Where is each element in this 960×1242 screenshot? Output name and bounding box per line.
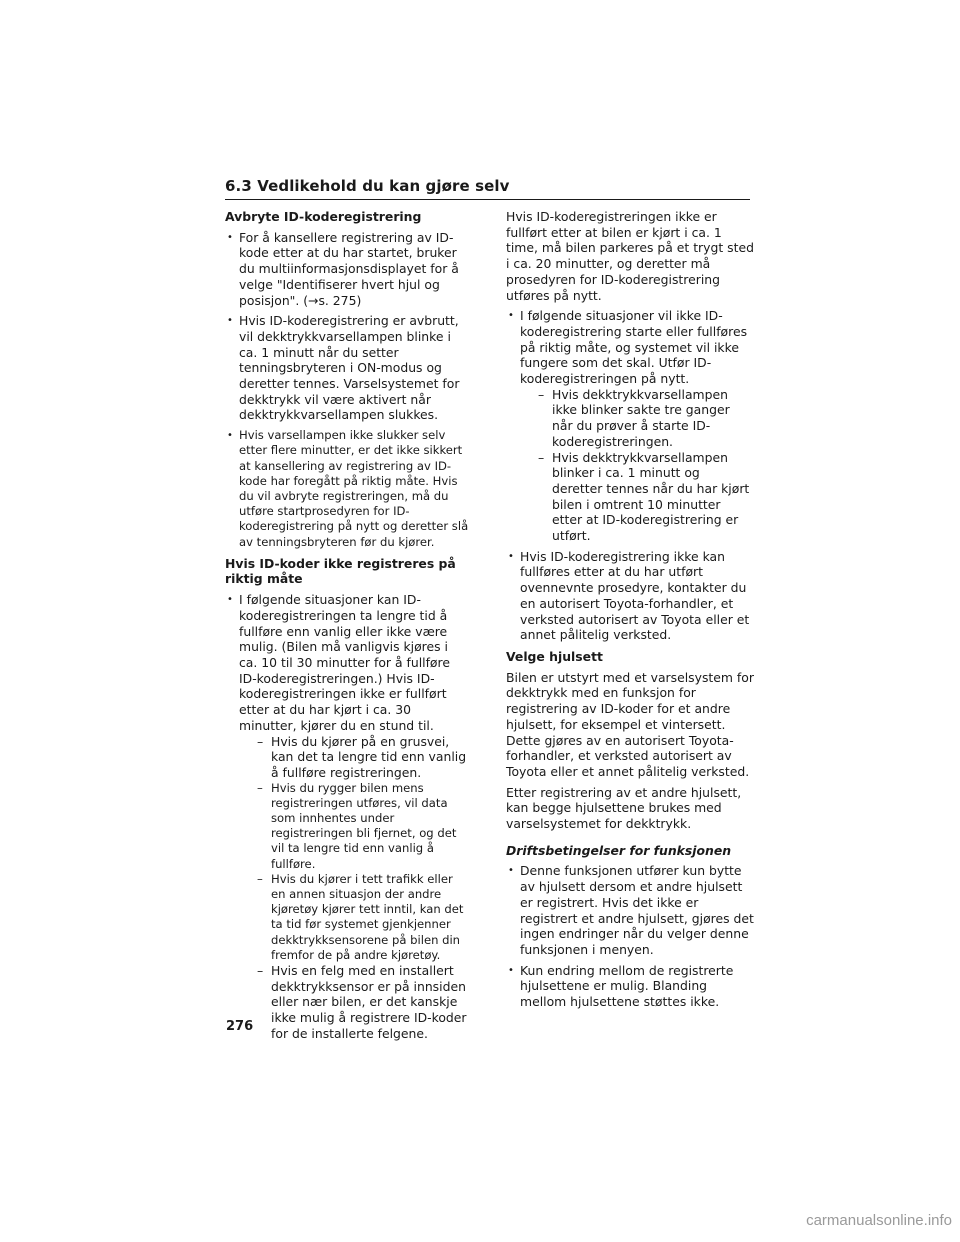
heading-operating-conditions: Driftsbetingelser for funksjonen bbox=[506, 842, 732, 858]
bullet-list-not-start bbox=[506, 308, 754, 643]
bullet-list-situations bbox=[225, 592, 470, 1041]
paragraph: Bilen er utstyrt med et varselsystem for dekktrykk med en funksjon for registrering av ID-koder for et andre hjulsett, for eksempel et vintersett. Dette gjøres av en autorisert Toyota-forhandler, et verksted autorisert av Toyota eller et annet pålitelig verksted. bbox=[506, 669, 754, 779]
section-header bbox=[225, 176, 750, 200]
list-item: • Hvis varsellampen ikke slukker selv etter flere minutter, er det ikke sikkert at kansellering av registrering av ID-kode har foregått på riktig måte. Hvis du vil avbryte registreringen, må du utføre startprosedyren for ID-koderegistrering på nytt og deretter slå av tenningsbryteren før du kjører. bbox=[225, 428, 470, 550]
list-item-text: I følgende situasjoner kan ID-koderegistreringen ta lengre tid å fullføre enn vanlig eller ikke være mulig. (Bilen må vanligvis kjøres i ca. 10 til 30 minutter for å fullføre ID-koderegistreringen.) Hvis ID-koderegistreringen ikke er fullført etter at du har kjørt i ca. 30 minutter, kjører du en stund til. bbox=[239, 592, 450, 733]
dash-item: – Hvis du kjører i tett trafikk eller en annen situasjon der andre kjøretøy kjører tett inntil, kan det ta tid før systemet gjenkjenner dekktrykksensorene på bilen din fremfor de på andre kjøretøy. bbox=[257, 872, 470, 963]
dash-list bbox=[239, 734, 470, 1042]
list-item: • Kun endring mellom de registrerte hjulsettene er mulig. Blanding mellom hjulsettene støttes ikke. bbox=[506, 963, 754, 1010]
watermark: carmanualsonline.info bbox=[806, 1212, 952, 1229]
list-item bbox=[225, 592, 470, 1041]
paragraph: Etter registrering av et andre hjulsett, kan begge hjulsettene brukes med varselsystemet for dekktrykk. bbox=[506, 784, 742, 832]
paragraph: Hvis ID-koderegistreringen ikke er fullført etter at bilen er kjørt i ca. 1 time, må bilen parkeres på et trygt sted i ca. 20 minutter, og deretter må prosedyren for ID-koderegistrering utføres på nytt. bbox=[506, 209, 754, 303]
heading-cancel-registration: Avbryte ID-koderegistrering bbox=[225, 209, 422, 224]
list-item: • Denne funksjonen utfører kun bytte av hjulsett dersom et andre hjulsett er registrert. Hvis det ikke er registrert et andre hjulsett, gjøres det ingen endringer når du velger denne funksjonen i menyen. bbox=[506, 863, 754, 957]
page-number: 276 bbox=[226, 1019, 254, 1034]
list-item: • For å kansellere registrering av ID-kode etter at du har startet, bruker du multiinformasjonsdisplayet for å velge "Identifiserer hvert hjul og posisjon". (→s. 275) bbox=[225, 230, 470, 309]
bullet-list-cancel bbox=[225, 230, 470, 550]
list-item: • Hvis ID-koderegistrering er avbrutt, vil dekktrykkvarsellampen blinke i ca. 1 minutt når du setter tenningsbryteren i ON-modus og deretter tennes. Varselsystemet for dekktrykk vil være aktivert når dekktrykkvarsellampen slukkes. bbox=[225, 313, 470, 423]
bullet-list-conditions bbox=[506, 863, 754, 1009]
dash-item: – Hvis en felg med en installert dekktrykksensor er på innsiden eller nær bilen, er det kanskje ikke mulig å registrere ID-koder for de installerte felgene. bbox=[257, 963, 470, 1042]
list-item-text: I følgende situasjoner vil ikke ID-koderegistrering starte eller fullføres på riktig måte, og systemet vil ikke fungere som det skal. Utfør ID-koderegistreringen på nytt. bbox=[520, 308, 748, 387]
dash-item: – Hvis dekktrykkvarsellampen blinker i ca. 1 minutt og deretter tennes når du har kjørt bilen i omtrent 10 minutter etter at ID-koderegistrering er utført. bbox=[538, 450, 754, 544]
list-item bbox=[506, 308, 754, 544]
left-column bbox=[225, 209, 470, 1048]
right-column bbox=[506, 209, 754, 1016]
dash-item: – Hvis dekktrykkvarsellampen ikke blinker sakte tre ganger når du prøver å starte ID-koderegistreringen. bbox=[538, 387, 754, 450]
heading-id-not-registered: Hvis ID-koder ikke registreres på riktig måte bbox=[225, 555, 456, 587]
dash-item: – Hvis du rygger bilen mens registreringen utføres, vil data som innhentes under registreringen bli fjernet, og det vil ta lengre tid enn vanlig å fullføre. bbox=[257, 781, 470, 872]
section-title: 6.3 Vedlikehold du kan gjøre selv bbox=[225, 177, 510, 195]
list-item: • Hvis ID-koderegistrering ikke kan fullføres etter at du har utført ovennevnte prosedyre, kontakter du en autorisert Toyota-forhandler, et verksted autorisert av Toyota eller et annet pålitelig verksted. bbox=[506, 549, 754, 643]
heading-select-wheel-set: Velge hjulsett bbox=[506, 648, 603, 664]
dash-list bbox=[520, 387, 754, 544]
dash-item: – Hvis du kjører på en grusvei, kan det ta lengre tid enn vanlig å fullføre registreringen. bbox=[257, 734, 470, 781]
